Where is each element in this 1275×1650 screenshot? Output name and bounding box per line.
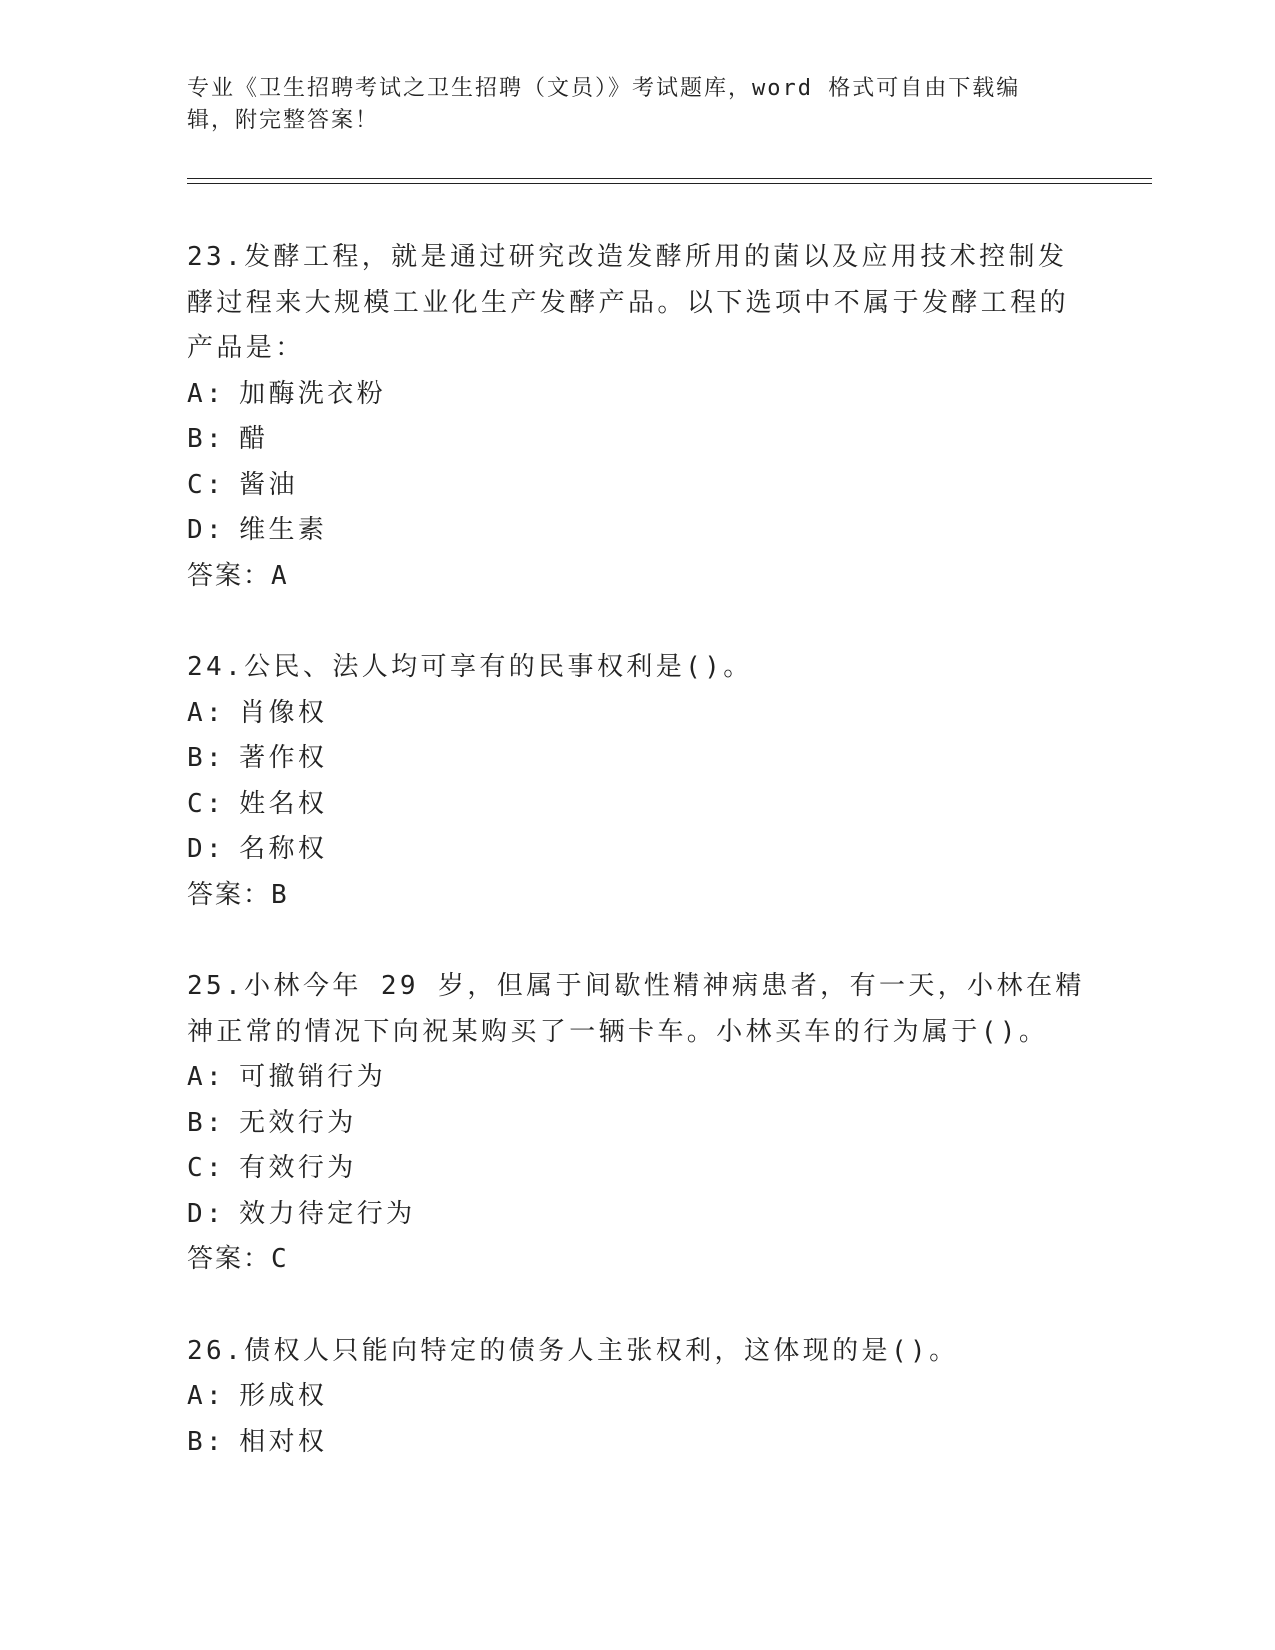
question-stem: 23.发酵工程，就是通过研究改造发酵所用的菌以及应用技术控制发酵过程来大规模工业化生产发酵产品。以下选项中不属于发酵工程的产品是：	[187, 242, 1070, 363]
option-b	[187, 736, 1087, 782]
question-25	[187, 964, 1087, 1283]
option-key: B:	[187, 1107, 226, 1138]
answer-value: B	[271, 879, 289, 910]
answer-label: 答案：	[187, 879, 272, 910]
answer-label: 答案：	[187, 560, 272, 591]
option-key: B:	[187, 1426, 226, 1457]
option-text: 名称权	[239, 834, 328, 864]
option-text: 著作权	[239, 743, 328, 773]
question-stem: 26.债权人只能向特定的债务人主张权利，这体现的是()。	[187, 1335, 959, 1366]
question-24	[187, 645, 1087, 918]
option-key: D:	[187, 515, 226, 545]
option-d	[187, 508, 1087, 554]
option-text: 姓名权	[239, 788, 328, 819]
option-a	[187, 1055, 1087, 1101]
answer-value: A	[271, 560, 289, 591]
option-text: 肖像权	[239, 697, 328, 728]
option-d	[187, 1192, 1087, 1238]
option-text: 加酶洗衣粉	[239, 378, 387, 409]
option-key: C:	[187, 469, 226, 500]
document-header: 专业《卫生招聘考试之卫生招聘（文员）》考试题库，word 格式可自由下载编辑，附完整答案！	[187, 76, 1021, 133]
option-a	[187, 372, 1087, 418]
question-stem: 25.小林今年 29 岁，但属于间歇性精神病患者，有一天，小林在精神正常的情况下向祝某购买了一辆卡车。小林买车的行为属于()。	[187, 971, 1085, 1047]
option-text: 效力待定行为	[239, 1198, 416, 1229]
answer-line	[187, 554, 1087, 600]
header-divider-bottom	[187, 183, 1152, 184]
option-text: 无效行为	[239, 1107, 357, 1138]
option-text: 相对权	[239, 1426, 328, 1457]
option-text: 维生素	[239, 515, 328, 545]
option-c	[187, 1146, 1087, 1192]
option-text: 有效行为	[239, 1153, 357, 1183]
option-key: C:	[187, 1153, 226, 1183]
option-d	[187, 827, 1087, 873]
question-26	[187, 1329, 1087, 1466]
answer-line	[187, 873, 1087, 919]
option-text: 醋	[239, 424, 269, 454]
answer-value: C	[271, 1244, 289, 1274]
question-23	[187, 235, 1087, 599]
answer-label: 答案：	[187, 1244, 272, 1274]
option-b	[187, 417, 1087, 463]
option-b	[187, 1420, 1087, 1466]
option-key: B:	[187, 743, 226, 773]
option-key: B:	[187, 424, 226, 454]
option-a	[187, 1374, 1087, 1420]
question-stem: 24.公民、法人均可享有的民事权利是()。	[187, 652, 753, 682]
question-list	[187, 235, 1087, 1511]
option-key: A:	[187, 1062, 226, 1092]
option-text: 可撤销行为	[239, 1062, 387, 1092]
option-key: A:	[187, 1381, 226, 1411]
option-key: D:	[187, 1198, 226, 1229]
answer-line	[187, 1237, 1087, 1283]
option-a	[187, 691, 1087, 737]
option-key: A:	[187, 378, 226, 409]
option-text: 酱油	[239, 469, 298, 500]
option-key: D:	[187, 834, 226, 864]
option-c	[187, 463, 1087, 509]
header-divider-top	[187, 178, 1152, 179]
option-key: C:	[187, 788, 226, 819]
option-text: 形成权	[239, 1381, 328, 1411]
option-c	[187, 782, 1087, 828]
option-key: A:	[187, 697, 226, 728]
option-b	[187, 1101, 1087, 1147]
